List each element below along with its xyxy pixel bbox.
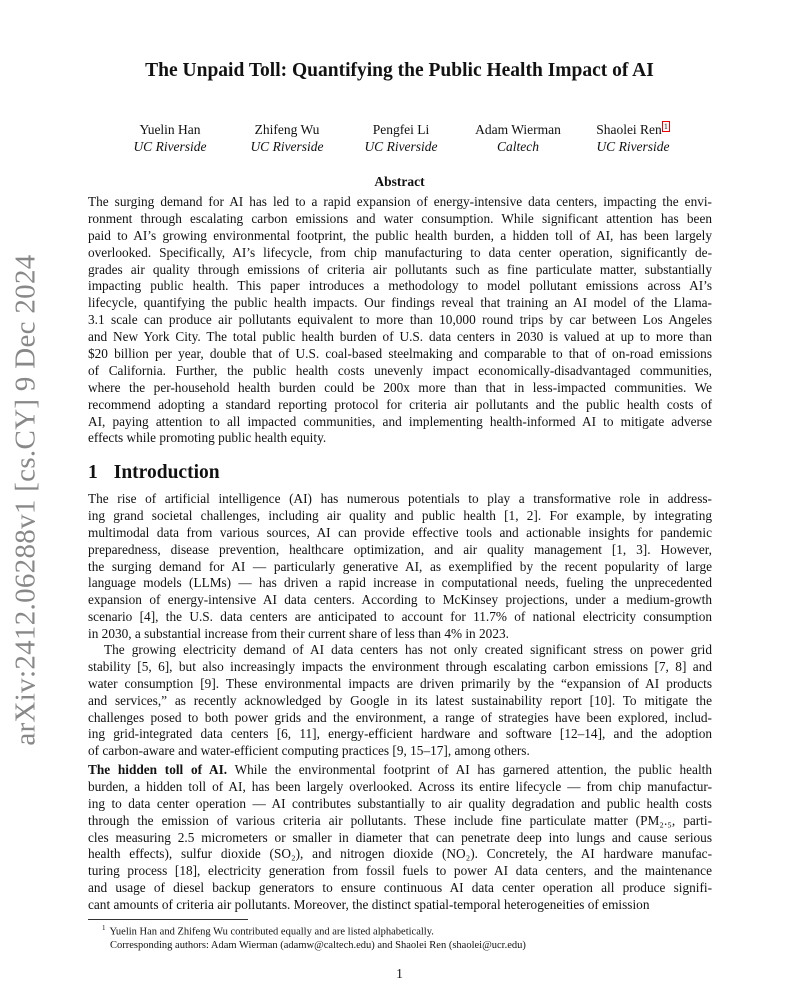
author [336, 121, 466, 155]
section-number: 1 [88, 462, 98, 483]
line-text: The surging demand for AI has led to a rapid expansion of energy-intensive data centers, impacting the envi- [88, 194, 712, 209]
line-text: water consumption [9]. These environmental impacts are driven primarily by the “expansion of AI products [88, 675, 712, 691]
paper-title: The Unpaid Toll: Quantifying the Public Health Impact of AI [145, 60, 654, 81]
text-line [88, 609, 712, 626]
footnote [88, 922, 526, 953]
line-text: preparedness, disease prevention, healthcare optimization, and air quality management [1, 3]. However, [88, 541, 712, 557]
text-line [88, 676, 712, 693]
text-line [88, 295, 712, 312]
line-text: $20 billion per year, double that of U.S. coal-based steelmaking and comparable to that of on-road emissions [88, 346, 712, 362]
text-line [88, 779, 712, 796]
line-text: turing process [18], electricity generation from fossil fuels to power AI data centers, and the maintenance [88, 863, 712, 879]
line-text: expansion of energy-intensive AI data centers. According to McKinsey projections, under a medium-growth [88, 592, 712, 608]
text-line [88, 414, 712, 431]
line-text: While the environmental footprint of AI has garnered attention, the public health [227, 762, 712, 777]
paragraph [88, 491, 712, 643]
line-text: where the per-household health burden could be 200x more than that in less-impacted communities. We [88, 379, 712, 395]
line-text: and usage of diesel backup generators to ensure continuous AI data center operation all produce signifi- [88, 880, 712, 896]
text-line [88, 693, 712, 710]
text-line [88, 380, 712, 397]
text-line [88, 194, 712, 211]
author [453, 121, 583, 155]
text-line [88, 278, 712, 295]
line-text: lifecycle, quantifying the public health impacts. Our findings reveal that training an AI model of the Llama- [88, 295, 712, 311]
line-text: and New York City. The total public health burden of U.S. data centers in 2030 is valued at up to more than [88, 329, 712, 345]
line-text: through the emission of various criteria air pollutants. These include fine particulate matter (PM₂.₅, parti- [88, 812, 712, 828]
author [222, 121, 352, 155]
arxiv-identifier-stamp[interactable]: arXiv:2412.06288v1 [cs.CY] 9 Dec 2024 [9, 254, 42, 746]
line-text: stability [5, 6], but also increasingly impacts the environment through escalating carbon emissions [7, 8] and [88, 658, 712, 674]
footnote-line[interactable]: Corresponding authors: Adam Wierman (adamw@caltech.edu) and Shaolei Ren (shaolei@ucr.edu) [110, 940, 526, 951]
footnote-mark: 1 [102, 924, 106, 932]
text-line [88, 642, 712, 659]
line-text: impacting public health. This paper introduces a methodology to model pollutant emissions across AI’s [88, 278, 712, 294]
line-text: The rise of artificial intelligence (AI) has numerous potentials to play a transformative role in address- [88, 491, 712, 506]
text-line [88, 743, 712, 760]
line-text: the surging demand for AI — particularly generative AI, as exemplified by the recent popularity of large [88, 558, 712, 574]
text-line [88, 525, 712, 542]
page-number: 1 [396, 966, 403, 981]
text-line [88, 245, 712, 262]
abstract-body [88, 194, 712, 447]
line-text: recommend adopting a standard reporting protocol for criteria air pollutants and the public health costs of [88, 396, 712, 412]
text-line [88, 863, 712, 880]
footnote-divider [88, 919, 248, 920]
line-text: and services,” as recently acknowledged by Google in its latest sustainability report [10]. To mitigate the [88, 692, 712, 708]
line-text: of carbon-aware and water-efficient computing practices [9, 15–17], among others. [88, 743, 530, 759]
paragraph [88, 762, 712, 914]
line-text: of California. Further, the public health costs unevenly impact economically-disadvantaged communities, [88, 362, 712, 378]
line-text: ing to data center operation — AI contributes substantially to air quality degradation and public health costs [88, 795, 712, 811]
section-title: Introduction [113, 462, 220, 483]
text-line [88, 508, 712, 525]
line-text: ronment through escalating carbon emissions and water consumption. While significant attention has been [88, 210, 712, 226]
text-line [88, 430, 712, 447]
paragraph [88, 642, 712, 760]
text-line [88, 592, 712, 609]
text-line [88, 346, 712, 363]
text-line [88, 726, 712, 743]
line-text: burden, a hidden toll of AI, has been largely overlooked. Across its entire lifecycle — from chip manufactur- [88, 778, 712, 794]
text-line [88, 542, 712, 559]
line-text: cant amounts of criteria air pollutants. Moreover, the distinct spatial-temporal heterogeneities of emission [88, 897, 650, 913]
text-line [88, 262, 712, 279]
text-line [88, 329, 712, 346]
line-text: ing grid-integrated data centers [6, 11], energy-efficient hardware and software [12–14], and the adoption [88, 726, 712, 742]
line-text: The growing electricity demand of AI data centers has not only created significant stress on power grid [104, 642, 712, 657]
text-line [88, 796, 712, 813]
line-text: overlooked. Specifically, AI’s lifecycle, from chip manufacturing to data center operation, significantly de- [88, 244, 712, 260]
author-name: Shaolei Ren [596, 122, 662, 137]
line-text: health effects), sulfur dioxide (SO₂), and nitrogen dioxide (NO₂). Concretely, the AI hardware manufac- [88, 846, 712, 862]
author-affiliation: UC Riverside [364, 139, 438, 154]
author-affiliation: UC Riverside [133, 139, 207, 154]
text-line [88, 897, 712, 914]
text-line [88, 846, 712, 863]
author [568, 121, 698, 155]
text-line [88, 211, 712, 228]
text-line [88, 813, 712, 830]
line-text: 3.1 scale can produce air pollutants equivalent to more than 10,000 round trips by car between Los Angeles [88, 312, 712, 328]
footnote-line: Yuelin Han and Zhifeng Wu contributed equally and are listed alphabetically. [109, 926, 434, 938]
text-line [88, 228, 712, 245]
text-line [88, 830, 712, 847]
text-line [88, 762, 712, 779]
line-text: AI, paying attention to all impacted communities, and implementing health-informed AI to mitigate adverse [88, 413, 712, 429]
text-line [88, 559, 712, 576]
abstract-heading: Abstract [374, 174, 425, 189]
text-line [88, 491, 712, 508]
line-text: effects while promoting public health equity. [88, 430, 327, 446]
line-text: cles measuring 2.5 micrometers or smaller in diameter that can penetrate deep into lungs and cause serious [88, 829, 712, 845]
line-text: multimodal data from various sources, AI can provide effective tools and actionable insights for pandemic [88, 524, 712, 540]
text-line [88, 880, 712, 897]
author-name: Adam Wierman [475, 122, 561, 137]
author-affiliation: UC Riverside [596, 139, 670, 154]
text-line [88, 363, 712, 380]
footnote-link[interactable]: 1 [663, 121, 668, 131]
line-text: paid to AI’s growing environmental footprint, the public health burden, a hidden toll of AI, has been largely [88, 227, 712, 243]
text-line [88, 312, 712, 329]
section-heading-introduction [88, 462, 220, 484]
author [105, 121, 235, 155]
line-text: ing grand societal challenges, including air quality and public health [1, 2]. For example, by integrating [88, 507, 712, 523]
paragraph-lead: The hidden toll of AI. [88, 762, 228, 777]
text-line [88, 575, 712, 592]
line-text: scenario [4], the U.S. data centers are anticipated to account for 11.7% of national electricity consumption [88, 609, 712, 625]
line-text: challenges posed to both power grids and the environment, a range of strategies have been explored, includ- [88, 709, 712, 725]
author-affiliation: Caltech [497, 139, 539, 154]
line-text: in 2030, a substantial increase from their current share of less than 4% in 2023. [88, 626, 509, 642]
line-text: grades air quality through emissions of criteria air pollutants such as fine particulate matter, substantially [88, 261, 712, 277]
text-line [88, 710, 712, 727]
author-affiliation: UC Riverside [250, 139, 324, 154]
text-line [88, 659, 712, 676]
author-name: Pengfei Li [372, 122, 430, 137]
line-text: language models (LLMs) — has driven a rapid increase in computational needs, fueling the unprecedented [88, 575, 712, 591]
author-name: Zhifeng Wu [254, 122, 320, 137]
text-line [88, 397, 712, 414]
text-line [88, 626, 712, 643]
author-name: Yuelin Han [139, 122, 201, 137]
